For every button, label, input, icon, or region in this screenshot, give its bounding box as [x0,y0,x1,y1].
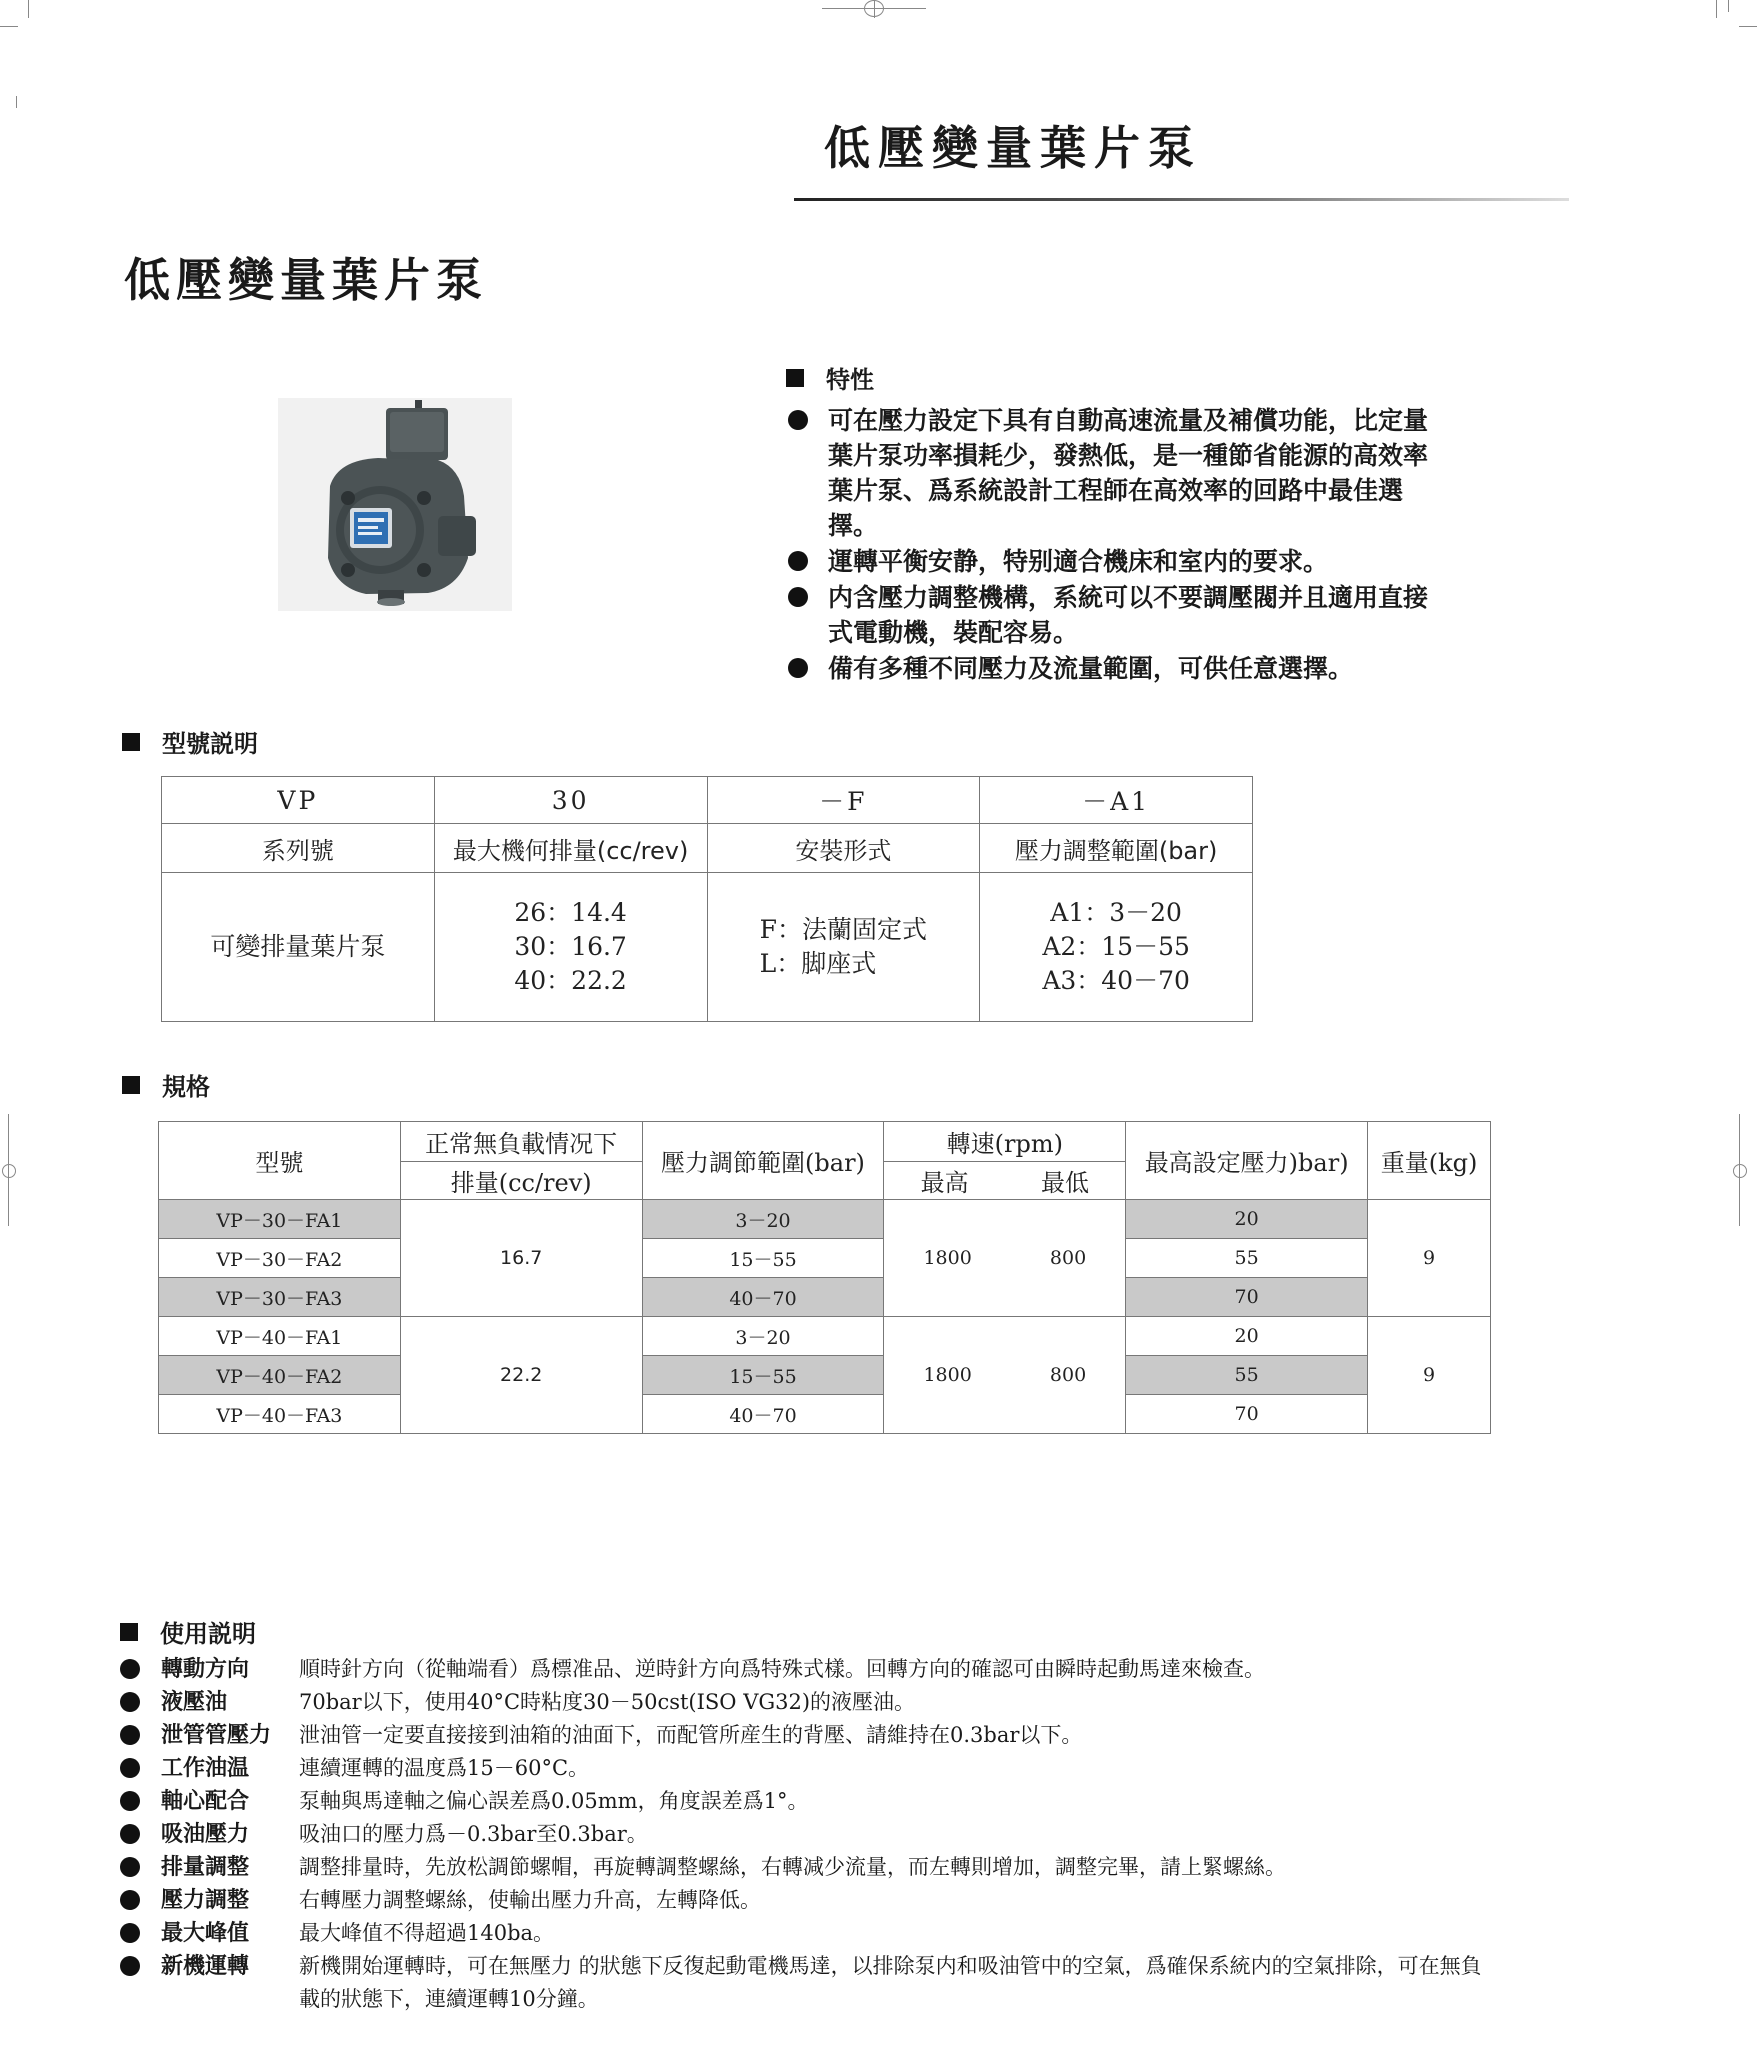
feature-text: 備有多種不同壓力及流量範圍，可供任意選擇。 [828,654,1354,683]
usage-text: 70bar以下，使用40°C時粘度30－50cst(ISO VG32)的液壓油。 [299,1690,916,1714]
speed-max-value: 1800 [923,1364,972,1386]
registration-target [1733,1164,1747,1178]
header-speed-min: 最低 [1041,1169,1089,1197]
feature-text: 内含壓力調整機構，系統可以不要調壓閥并且適用直接式電動機，裝配容易。 [828,583,1429,647]
usage-item [120,1653,1520,1686]
code-mount: －F [707,777,980,824]
speed-cell [884,1317,1126,1434]
product-image [278,398,512,611]
bullet-icon [120,1725,140,1745]
displacement-cell: 16.7 [400,1200,642,1317]
usage-item [120,1686,1520,1719]
range-cell: 15－55 [642,1356,884,1395]
spec-header-row [159,1122,1491,1162]
mount-option: F：法蘭固定式 [759,915,928,944]
features-heading-text: 特性 [826,366,874,394]
page-title: 低壓變量葉片泵 [124,253,488,307]
bullet-icon [120,1758,140,1778]
header-rule [794,198,1569,201]
usage-item [120,1950,1520,2016]
code-displacement: 30 [434,777,707,824]
model-cell: VP－30－FA2 [159,1239,401,1278]
usage-item [120,1851,1520,1884]
bullet-icon [120,1692,140,1712]
range-list [980,873,1253,1022]
mount-option: L：脚座式 [759,949,877,978]
series-name: 可變排量葉片泵 [162,873,435,1022]
header-weight: 重量(kg) [1368,1122,1491,1200]
range-cell: 40－70 [642,1395,884,1434]
usage-item [120,1752,1520,1785]
features-section [786,360,1466,687]
spec-heading-text: 規格 [162,1073,210,1101]
table-row [159,1200,1491,1239]
usage-text: 最大峰值不得超過140ba。 [299,1921,555,1945]
range-cell: 3－20 [642,1200,884,1239]
square-bullet-icon [122,733,140,751]
table-row [159,1317,1491,1356]
max-pressure-cell: 55 [1126,1239,1368,1278]
header-title: 低壓變量葉片泵 [824,121,1202,175]
bullet-icon [788,551,808,571]
feature-item [786,403,1466,543]
speed-cell [884,1200,1126,1317]
header-no-load: 正常無負載情况下 [400,1122,642,1162]
range-option: A3：40－70 [1042,966,1190,995]
usage-item [120,1917,1520,1950]
range-cell: 40－70 [642,1278,884,1317]
usage-text: 泵軸與馬達軸之偏心誤差爲0.05mm，角度誤差爲1°。 [299,1789,809,1813]
usage-item [120,1884,1520,1917]
mount-list [707,873,980,1022]
square-bullet-icon [120,1623,138,1641]
registration-target [864,0,884,17]
bullet-icon [788,410,808,430]
feature-item [786,580,1466,650]
speed-min-value: 800 [1049,1364,1087,1386]
max-pressure-cell: 70 [1126,1278,1368,1317]
table-row [159,1278,1491,1317]
usage-text: 連續運轉的温度爲15－60°C。 [299,1756,590,1780]
usage-text: 順時針方向（從軸端看）爲標准品、逆時針方向爲特殊式樣。回轉方向的確認可由瞬時起動馬達來檢查。 [299,1657,1265,1681]
header-speed: 轉速(rpm) [884,1122,1126,1162]
model-cell: VP－40－FA1 [159,1317,401,1356]
label-displacement: 最大機何排量(cc/rev) [434,824,707,873]
displacement-option: 40：22.2 [514,966,627,995]
crop-mark [1716,0,1717,18]
max-pressure-cell: 20 [1126,1317,1368,1356]
bullet-icon [120,1956,140,1976]
weight-cell: 9 [1368,1317,1491,1434]
usage-text: 右轉壓力調整螺絲，使輸出壓力升高，左轉降低。 [299,1888,761,1912]
vane-pump-illustration [278,398,512,611]
table-row [159,1356,1491,1395]
usage-label: 吸油壓力 [161,1822,250,1847]
range-cell: 3－20 [642,1317,884,1356]
crop-mark [16,96,17,108]
crop-mark [28,0,29,18]
displacement-option: 30：16.7 [514,932,627,961]
bullet-icon [120,1791,140,1811]
header-pressure-range: 壓力調節範圍(bar) [642,1122,884,1200]
table-row [159,1395,1491,1434]
speed-min-value: 800 [1049,1247,1087,1269]
usage-label: 壓力調整 [161,1888,250,1913]
bullet-icon [788,658,808,678]
usage-section [120,1614,1520,2016]
spec-heading [122,1067,210,1102]
feature-text: 可在壓力設定下具有自動高速流量及補償功能，比定量葉片泵功率損耗少，發熱低，是一種節省能源的高效率葉片泵、爲系統設計工程師在高效率的回路中最佳選擇。 [828,406,1429,540]
model-values-row [162,873,1253,1022]
usage-heading-text: 使用説明 [160,1620,256,1648]
range-option: A2：15－55 [1042,932,1190,961]
crop-mark [1739,26,1757,27]
crop-mark [1728,0,1729,12]
registration-target [2,1164,16,1178]
feature-item [786,544,1466,579]
header-model: 型號 [159,1122,401,1200]
feature-text: 運轉平衡安静，特别適合機床和室内的要求。 [828,547,1329,576]
model-cell: VP－40－FA3 [159,1395,401,1434]
bullet-icon [120,1857,140,1877]
model-desc-heading-text: 型號説明 [162,730,258,758]
usage-label: 液壓油 [161,1690,228,1715]
header-speed-max: 最高 [920,1169,969,1197]
speed-max-value: 1800 [923,1247,972,1269]
usage-label: 泄管管壓力 [161,1723,272,1748]
header-max-pressure: 最高設定壓力)bar) [1126,1122,1368,1200]
usage-item [120,1719,1520,1752]
max-pressure-cell: 20 [1126,1200,1368,1239]
features-heading [786,360,1466,395]
model-cell: VP－30－FA3 [159,1278,401,1317]
feature-item [786,651,1466,686]
usage-text: 新機開始運轉時，可在無壓力 的狀態下反復起動電機馬達，以排除泵内和吸油管中的空氣，爲確保系統内的空氣排除，可在無負載的狀態下，連續運轉10分鐘。 [299,1954,1482,2011]
square-bullet-icon [122,1076,140,1094]
displacement-list [434,873,707,1022]
usage-text: 吸油口的壓力爲－0.3bar至0.3bar。 [299,1822,648,1846]
model-desc-heading [122,724,258,759]
label-series: 系列號 [162,824,435,873]
header-displacement: 排量(cc/rev) [400,1162,642,1200]
usage-label: 轉動方向 [161,1657,250,1682]
bullet-icon [120,1824,140,1844]
bullet-icon [788,587,808,607]
usage-label: 新機運轉 [161,1954,250,1979]
model-code-row [162,777,1253,824]
table-row [159,1239,1491,1278]
crop-mark [0,26,18,27]
weight-cell: 9 [1368,1200,1491,1317]
displacement-cell: 22.2 [400,1317,642,1434]
square-bullet-icon [786,369,804,387]
usage-text: 泄油管一定要直接接到油箱的油面下，而配管所産生的背壓、請維持在0.3bar以下。 [299,1723,1083,1747]
header-speed-sub [884,1162,1126,1200]
range-cell: 15－55 [642,1239,884,1278]
model-cell: VP－40－FA2 [159,1356,401,1395]
range-option: A1：3－20 [1050,898,1182,927]
model-label-row [162,824,1253,873]
usage-item [120,1785,1520,1818]
max-pressure-cell: 55 [1126,1356,1368,1395]
usage-label: 工作油温 [161,1756,250,1781]
model-code-table [161,776,1253,1022]
spec-table [158,1121,1491,1434]
usage-label: 最大峰值 [161,1921,250,1946]
bullet-icon [120,1890,140,1910]
max-pressure-cell: 70 [1126,1395,1368,1434]
usage-label: 排量調整 [161,1855,250,1880]
bullet-icon [120,1659,140,1679]
usage-label: 軸心配合 [161,1789,250,1814]
usage-text: 調整排量時，先放松調節螺帽，再旋轉調整螺絲，右轉减少流量，而左轉則增加，調整完畢，請上緊螺絲。 [299,1855,1286,1879]
bullet-icon [120,1923,140,1943]
label-mount: 安裝形式 [707,824,980,873]
model-cell: VP－30－FA1 [159,1200,401,1239]
label-range: 壓力調整範圍(bar) [980,824,1253,873]
code-range: －A1 [980,777,1253,824]
displacement-option: 26：14.4 [514,898,627,927]
usage-item [120,1818,1520,1851]
code-series: VP [162,777,435,824]
usage-heading [120,1614,1520,1649]
